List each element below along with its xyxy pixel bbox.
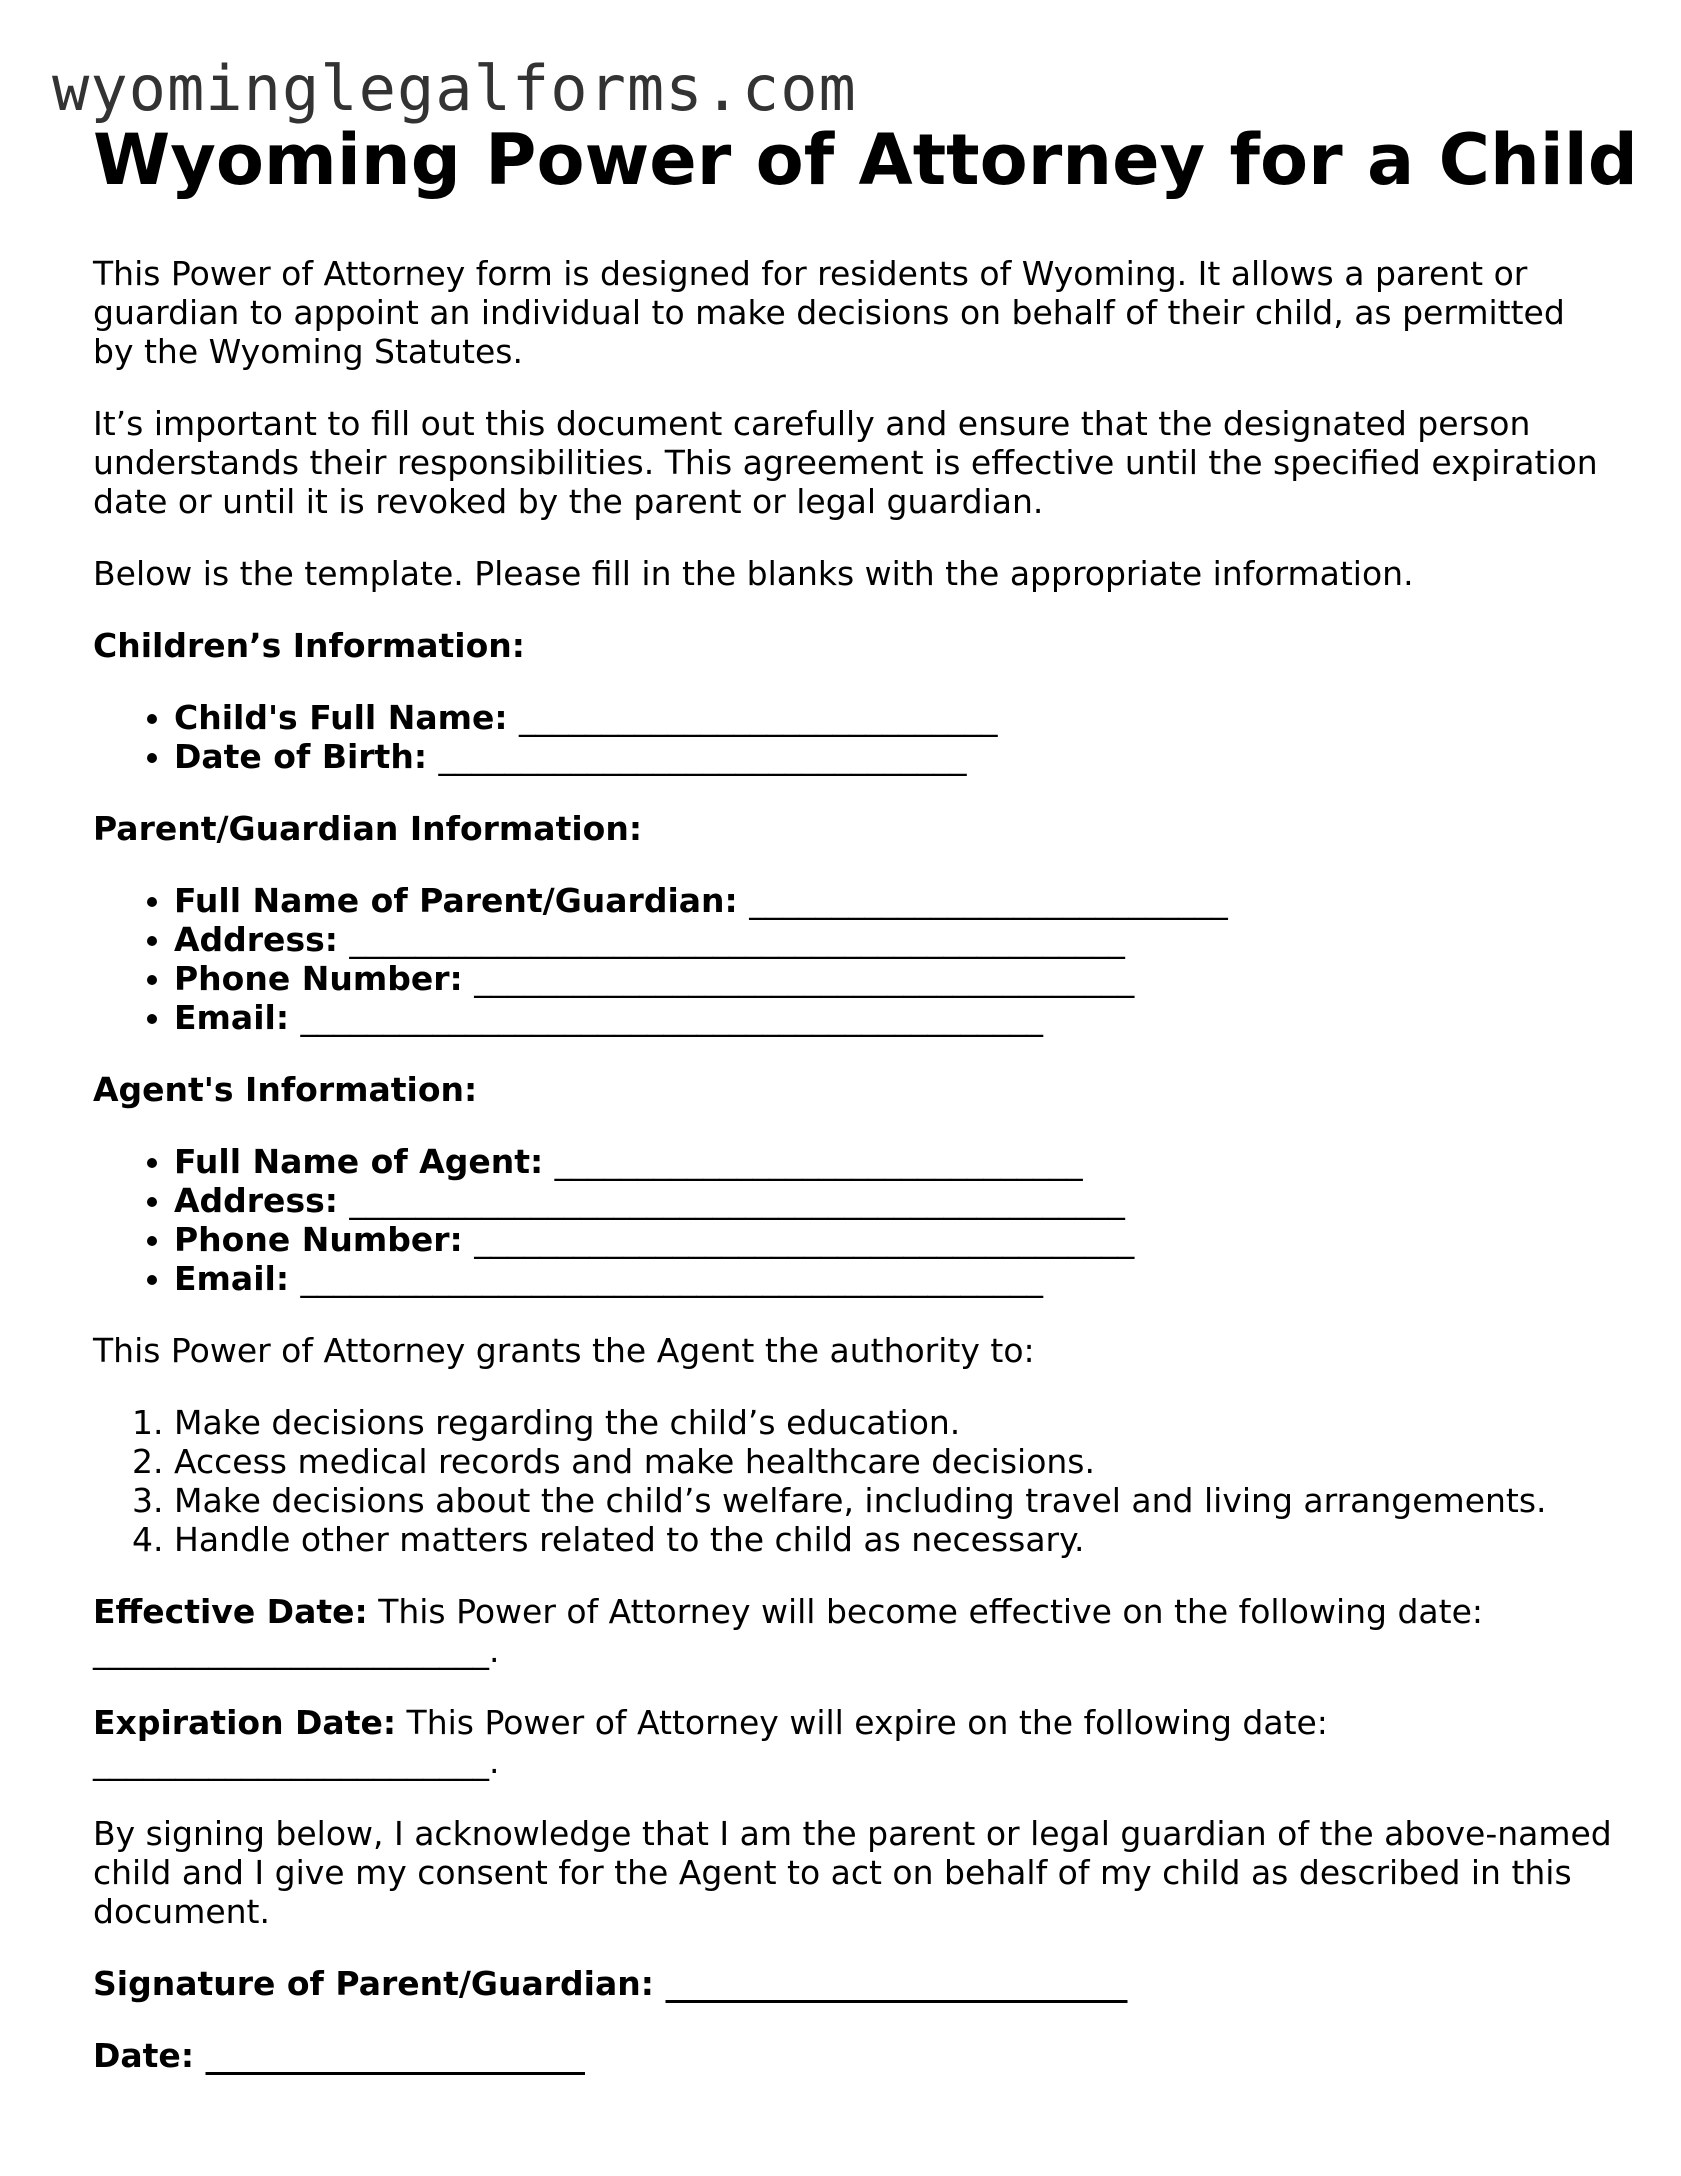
agent-fields: [93, 1142, 1613, 1298]
agent-phone-blank[interactable]: ________________________________________: [474, 1220, 1135, 1259]
document-body: [93, 114, 1638, 2108]
field-label: Full Name of Parent/Guardian:: [174, 881, 738, 920]
watermark-text: wyominglegalforms.com: [52, 52, 857, 125]
agent-address-blank[interactable]: _______________________________________________: [349, 1181, 1125, 1220]
signature-label: Signature of Parent/Guardian:: [93, 1964, 654, 2003]
agent-name-field: [174, 1142, 1613, 1181]
parent-heading: Parent/Guardian Information:: [93, 809, 643, 848]
field-label: Email:: [174, 998, 290, 1037]
parent-email-field: [174, 998, 1613, 1037]
child-name-blank[interactable]: _____________________________: [519, 698, 998, 737]
effective-date-text: This Power of Attorney will become effective on the following date:: [367, 1592, 1483, 1631]
children-heading: Children’s Information:: [93, 626, 525, 665]
expiration-date-text: This Power of Attorney will expire on the following date:: [396, 1703, 1328, 1742]
parent-name-blank[interactable]: _____________________________: [749, 881, 1228, 920]
intro-paragraph-2: It’s important to fill out this document carefully and ensure that the designated person understands their responsibilities. This agreement is effective until the specified expiration date or until it is revoked by the parent or legal guardian.: [93, 404, 1598, 521]
effective-date-label: Effective Date:: [93, 1592, 368, 1631]
parent-email-blank[interactable]: _____________________________________________: [300, 998, 1044, 1037]
parent-address-field: [174, 920, 1613, 959]
agent-email-field: [174, 1259, 1613, 1298]
expiration-date-blank[interactable]: ________________________.: [93, 1742, 500, 1781]
agent-name-blank[interactable]: ________________________________: [554, 1142, 1083, 1181]
child-name-field: [174, 698, 1613, 737]
authority-item-1: 1. Make decisions regarding the child’s education.: [174, 1403, 1613, 1442]
authority-list: [93, 1403, 1613, 1559]
authority-intro: This Power of Attorney grants the Agent the authority to:: [93, 1331, 1035, 1370]
field-label: Phone Number:: [174, 1220, 463, 1259]
agent-email-blank[interactable]: _____________________________________________: [300, 1259, 1044, 1298]
effective-date-blank[interactable]: ________________________.: [93, 1631, 500, 1670]
signature-blank[interactable]: ____________________________: [665, 1964, 1128, 2003]
intro-paragraph-1: This Power of Attorney form is designed for residents of Wyoming. It allows a parent or guardian to appoint an individual to make decisions on behalf of their child, as permitted by the Wyoming Statutes.: [93, 254, 1565, 371]
field-label: Phone Number:: [174, 959, 463, 998]
parent-phone-field: [174, 959, 1613, 998]
effective-date-clause: [93, 1592, 1613, 1670]
date-line: [93, 2036, 1613, 2075]
authority-item-4: 4. Handle other matters related to the child as necessary.: [174, 1520, 1613, 1559]
expiration-date-label: Expiration Date:: [93, 1703, 397, 1742]
field-label: Child's Full Name:: [174, 698, 508, 737]
authority-item-3: 3. Make decisions about the child’s welfare, including travel and living arrangements.: [174, 1481, 1613, 1520]
parent-fields: [93, 881, 1613, 1037]
signature-line: [93, 1964, 1613, 2003]
agent-phone-field: [174, 1220, 1613, 1259]
field-label: Full Name of Agent:: [174, 1142, 544, 1181]
field-label: Address:: [174, 1181, 338, 1220]
intro-paragraph-3: Below is the template. Please fill in the blanks with the appropriate information.: [93, 554, 1414, 593]
child-dob-blank[interactable]: ________________________________: [438, 737, 967, 776]
child-dob-field: [174, 737, 1613, 776]
parent-address-blank[interactable]: _______________________________________________: [349, 920, 1125, 959]
document-title: Wyoming Power of Attorney for a Child: [93, 119, 1638, 201]
agent-address-field: [174, 1181, 1613, 1220]
field-label: Date of Birth:: [174, 737, 428, 776]
date-label: Date:: [93, 2036, 195, 2075]
field-label: Email:: [174, 1259, 290, 1298]
authority-item-2: 2. Access medical records and make healthcare decisions.: [174, 1442, 1613, 1481]
parent-name-field: [174, 881, 1613, 920]
children-fields: [93, 698, 1613, 776]
expiration-date-clause: [93, 1703, 1613, 1781]
acknowledgment-paragraph: By signing below, I acknowledge that I am the parent or legal guardian of the above-named child and I give my consent for the Agent to act on behalf of my child as described in this document.: [93, 1814, 1612, 1931]
date-blank[interactable]: _______________________: [205, 2036, 586, 2075]
agent-heading: Agent's Information:: [93, 1070, 478, 1109]
field-label: Address:: [174, 920, 338, 959]
parent-phone-blank[interactable]: ________________________________________: [474, 959, 1135, 998]
